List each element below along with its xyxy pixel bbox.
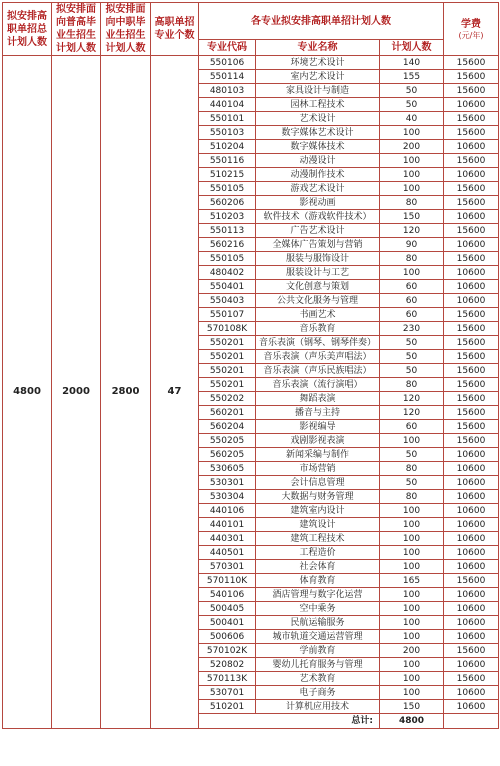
major-code: 550201 [199,336,256,350]
tuition-fee: 10600 [444,588,499,602]
major-name: 全媒体广告策划与营销 [256,238,380,252]
major-code: 550114 [199,70,256,84]
major-name: 动漫制作技术 [256,168,380,182]
major-code: 440301 [199,532,256,546]
major-name: 城市轨道交通运营管理 [256,630,380,644]
tuition-fee: 10600 [444,490,499,504]
plan-count: 100 [380,602,444,616]
total-empty-cell [444,714,499,729]
major-code: 540106 [199,588,256,602]
major-name: 园林工程技术 [256,98,380,112]
major-code: 440101 [199,518,256,532]
plan-count: 50 [380,336,444,350]
tuition-fee: 15600 [444,672,499,686]
total-value: 4800 [380,714,444,729]
major-code: 440106 [199,504,256,518]
tuition-fee: 10600 [444,602,499,616]
major-name: 动漫设计 [256,154,380,168]
major-code: 510203 [199,210,256,224]
plan-count: 60 [380,308,444,322]
major-code: 570301 [199,560,256,574]
tuition-fee: 10600 [444,462,499,476]
plan-count: 150 [380,700,444,714]
major-name: 酒店管理与数字化运营 [256,588,380,602]
tuition-fee: 10600 [444,140,499,154]
major-name: 影视动画 [256,196,380,210]
major-code: 510215 [199,168,256,182]
major-code: 570102K [199,644,256,658]
plan-count: 40 [380,112,444,126]
plan-count: 80 [380,462,444,476]
major-name: 家具设计与制造 [256,84,380,98]
header-major-group: 各专业拟安排高职单招计划人数 [199,3,444,40]
plan-count: 120 [380,406,444,420]
major-name: 建筑设计 [256,518,380,532]
summary-general-plan: 2000 [52,56,101,729]
tuition-fee: 15600 [444,196,499,210]
major-name: 建筑工程技术 [256,532,380,546]
tuition-fee: 15600 [444,84,499,98]
tuition-fee: 10600 [444,658,499,672]
tuition-fee: 15600 [444,350,499,364]
plan-count: 50 [380,350,444,364]
tuition-fee: 15600 [444,112,499,126]
tuition-fee: 15600 [444,364,499,378]
plan-count: 150 [380,210,444,224]
plan-count: 90 [380,238,444,252]
header-general-plan: 拟安排面向普高毕业生招生计划人数 [52,3,101,56]
plan-count: 100 [380,532,444,546]
plan-count: 100 [380,672,444,686]
major-name: 市场营销 [256,462,380,476]
major-name: 婴幼儿托育服务与管理 [256,658,380,672]
tuition-fee: 10600 [444,210,499,224]
tuition-fee: 10600 [444,630,499,644]
major-name: 室内艺术设计 [256,70,380,84]
tuition-fee: 15600 [444,182,499,196]
major-code: 560204 [199,420,256,434]
major-name: 计算机应用技术 [256,700,380,714]
tuition-fee: 15600 [444,644,499,658]
tuition-fee: 15600 [444,70,499,84]
major-name: 体育教育 [256,574,380,588]
header-major-name: 专业名称 [256,40,380,56]
tuition-fee: 10600 [444,448,499,462]
major-code: 440104 [199,98,256,112]
major-code: 570108K [199,322,256,336]
major-code: 530701 [199,686,256,700]
plan-count: 100 [380,126,444,140]
plan-count: 50 [380,98,444,112]
plan-count: 50 [380,476,444,490]
header-tuition [444,3,499,56]
major-name: 社会体育 [256,560,380,574]
major-code: 520802 [199,658,256,672]
tuition-fee: 10600 [444,476,499,490]
plan-count: 100 [380,168,444,182]
major-name: 音乐表演（声乐民族唱法） [256,364,380,378]
plan-count: 200 [380,644,444,658]
major-code: 550201 [199,350,256,364]
major-name: 工程造价 [256,546,380,560]
major-code: 530301 [199,476,256,490]
enrollment-plan-table [2,2,499,729]
major-name: 学前教育 [256,644,380,658]
tuition-fee: 15600 [444,420,499,434]
plan-count: 100 [380,560,444,574]
plan-count: 155 [380,70,444,84]
plan-count: 100 [380,154,444,168]
tuition-fee: 15600 [444,224,499,238]
tuition-fee: 10600 [444,294,499,308]
header-major-count: 高职单招专业个数 [151,3,199,56]
major-name: 环境艺术设计 [256,56,380,70]
plan-count: 230 [380,322,444,336]
tuition-fee: 15600 [444,406,499,420]
major-code: 550403 [199,294,256,308]
tuition-fee: 10600 [444,280,499,294]
major-name: 艺术教育 [256,672,380,686]
plan-count: 100 [380,616,444,630]
major-code: 560201 [199,406,256,420]
major-name: 建筑室内设计 [256,504,380,518]
plan-count: 100 [380,588,444,602]
major-code: 550107 [199,308,256,322]
header-total-plan: 拟安排高职单招总计划人数 [3,3,52,56]
tuition-fee: 10600 [444,98,499,112]
major-code: 550101 [199,112,256,126]
major-code: 550205 [199,434,256,448]
tuition-fee: 15600 [444,322,499,336]
plan-count: 100 [380,434,444,448]
major-name: 广告艺术设计 [256,224,380,238]
header-tuition-unit: (元/年) [458,30,484,40]
tuition-fee: 10600 [444,238,499,252]
major-name: 大数据与财务管理 [256,490,380,504]
major-name: 音乐表演（流行演唱） [256,378,380,392]
plan-count: 80 [380,490,444,504]
header-tuition-label: 学费 [461,18,481,30]
major-name: 播音与主持 [256,406,380,420]
major-code: 550113 [199,224,256,238]
tuition-fee: 15600 [444,574,499,588]
major-code: 550105 [199,252,256,266]
plan-count: 50 [380,84,444,98]
major-name: 软件技术（游戏软件技术） [256,210,380,224]
major-name: 音乐教育 [256,322,380,336]
major-code: 500606 [199,630,256,644]
major-name: 游戏艺术设计 [256,182,380,196]
major-name: 新闻采编与制作 [256,448,380,462]
major-name: 服装与服饰设计 [256,252,380,266]
major-code: 550401 [199,280,256,294]
tuition-fee: 10600 [444,546,499,560]
tuition-fee: 10600 [444,700,499,714]
major-code: 550103 [199,126,256,140]
plan-count: 100 [380,686,444,700]
major-code: 550106 [199,56,256,70]
total-label: 总计: [199,714,380,729]
plan-count: 60 [380,294,444,308]
major-code: 530605 [199,462,256,476]
major-name: 艺术设计 [256,112,380,126]
plan-count: 100 [380,630,444,644]
tuition-fee: 15600 [444,252,499,266]
plan-count: 100 [380,266,444,280]
header-major-code: 专业代码 [199,40,256,56]
major-code: 530304 [199,490,256,504]
major-code: 480402 [199,266,256,280]
major-name: 音乐表演（钢琴、钢琴伴奏） [256,336,380,350]
major-name: 戏剧影视表演 [256,434,380,448]
tuition-fee: 10600 [444,532,499,546]
major-code: 550202 [199,392,256,406]
major-code: 550116 [199,154,256,168]
tuition-fee: 15600 [444,336,499,350]
major-code: 550105 [199,182,256,196]
plan-count: 120 [380,392,444,406]
major-code: 480103 [199,84,256,98]
major-code: 570110K [199,574,256,588]
major-code: 570113K [199,672,256,686]
major-name: 数字媒体技术 [256,140,380,154]
header-plan-count: 计划人数 [380,40,444,56]
plan-count: 100 [380,504,444,518]
header-vocational-plan: 拟安排面向中职毕业生招生计划人数 [101,3,151,56]
plan-count: 80 [380,378,444,392]
tuition-fee: 15600 [444,56,499,70]
plan-count: 100 [380,182,444,196]
tuition-fee: 15600 [444,126,499,140]
plan-count: 100 [380,658,444,672]
plan-count: 80 [380,196,444,210]
major-name: 公共文化服务与管理 [256,294,380,308]
tuition-fee: 10600 [444,266,499,280]
tuition-fee: 10600 [444,504,499,518]
table-body [3,3,499,729]
major-name: 电子商务 [256,686,380,700]
summary-vocational-plan: 2800 [101,56,151,729]
major-name: 书画艺术 [256,308,380,322]
tuition-fee: 10600 [444,168,499,182]
plan-count: 80 [380,252,444,266]
tuition-fee: 15600 [444,434,499,448]
table-row [3,56,499,70]
major-name: 影视编导 [256,420,380,434]
tuition-fee: 10600 [444,518,499,532]
tuition-fee: 15600 [444,392,499,406]
major-code: 560205 [199,448,256,462]
tuition-fee: 15600 [444,378,499,392]
plan-count: 50 [380,448,444,462]
major-name: 舞蹈表演 [256,392,380,406]
tuition-fee: 15600 [444,154,499,168]
summary-major-count: 47 [151,56,199,729]
major-name: 服装设计与工艺 [256,266,380,280]
tuition-fee: 10600 [444,560,499,574]
major-code: 560216 [199,238,256,252]
major-code: 510204 [199,140,256,154]
plan-count: 200 [380,140,444,154]
major-name: 民航运输服务 [256,616,380,630]
major-code: 440501 [199,546,256,560]
plan-count: 100 [380,546,444,560]
plan-count: 100 [380,518,444,532]
tuition-fee: 10600 [444,616,499,630]
plan-count: 50 [380,364,444,378]
plan-count: 120 [380,224,444,238]
major-name: 数字媒体艺术设计 [256,126,380,140]
plan-count: 60 [380,280,444,294]
summary-total-plan: 4800 [3,56,52,729]
major-code: 550201 [199,378,256,392]
major-code: 550201 [199,364,256,378]
major-code: 510201 [199,700,256,714]
major-code: 500405 [199,602,256,616]
plan-count: 165 [380,574,444,588]
major-code: 560206 [199,196,256,210]
major-code: 500401 [199,616,256,630]
major-name: 空中乘务 [256,602,380,616]
tuition-fee: 15600 [444,308,499,322]
tuition-fee: 10600 [444,686,499,700]
plan-count: 140 [380,56,444,70]
plan-count: 60 [380,420,444,434]
major-name: 会计信息管理 [256,476,380,490]
header-row [3,3,499,40]
major-name: 音乐表演（声乐美声唱法） [256,350,380,364]
major-name: 文化创意与策划 [256,280,380,294]
